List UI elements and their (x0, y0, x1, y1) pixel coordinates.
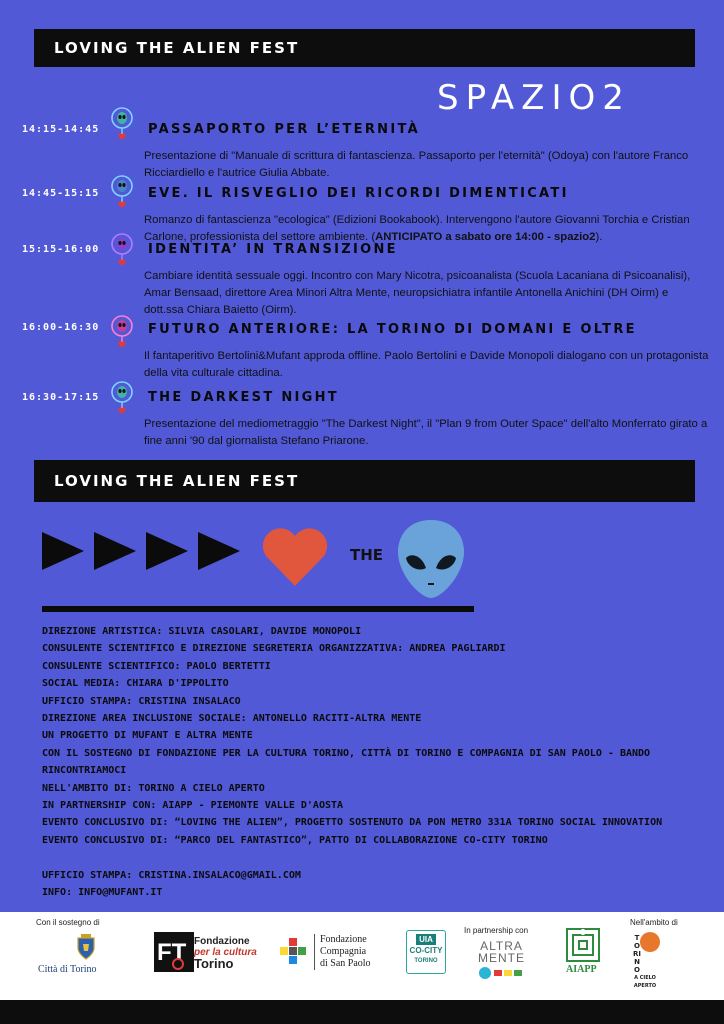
event-description: Il fantaperitivo Bertolini&Mufant approda offline. Paolo Bertolini e Davide Monopoli dialogano con un protagonista della vita culturale cittadina. (144, 350, 709, 379)
event-title: IDENTITA’ IN TRANSIZIONE (148, 242, 398, 257)
cp-line: Compagnia (320, 946, 367, 957)
event-time: 15:15-16:00 (22, 244, 100, 255)
am-line: MENTE (478, 951, 525, 965)
event-title: EVE. IL RISVEGLIO DEI RICORDI DIMENTICATI (148, 186, 569, 201)
fc-line: per la cultura (194, 947, 257, 958)
mid-banner (34, 460, 695, 502)
contact-line: UFFICIO STAMPA: CRISTINA.INSALACO@GMAIL.COM (42, 869, 301, 881)
spacer (42, 849, 712, 866)
compagnia-text (320, 934, 371, 970)
venue-title: SPAZIO2 (437, 78, 631, 118)
event-description: Cambiare identità sessuale oggi. Incontro con Mary Nicotra, psicoanalista (Scuola Lacaniana di Psicoanalisi), Amar Bensaad, direttore Area Minori Altra Mente, neuropsichiatra infantile Antonella Anichini (DH Oirm) e dott.ssa Chiara Baietto (Oirm). (144, 270, 691, 316)
fast-forward-arrows (42, 532, 240, 570)
fondazione-cultura-mark (154, 932, 194, 972)
tc-line: APERTO (633, 983, 657, 989)
ft-logo-icon (154, 932, 194, 972)
credit-line: EVENTO CONCLUSIVO DI: “PARCO DEL FANTASTICO”, PATTO DI COLLABORAZIONE CO-CITY TORINO (42, 834, 548, 846)
cocity-logo (406, 930, 446, 974)
event-title: THE DARKEST NIGHT (148, 390, 339, 405)
credit-line: CONSULENTE SCIENTIFICO E DIREZIONE SEGRETERIA ORGANIZZATIVA: ANDREA PAGLIARDI (42, 643, 506, 655)
event-description: Presentazione di "Manuale di scrittura di fantascienza. Passaporto per l'eternità" (Odoya) con l'autore Franco Ricciardiello e l'autrice Giulia Abbate. (144, 150, 689, 179)
top-banner (34, 29, 695, 67)
credits-block (42, 623, 712, 901)
arrow-icon (146, 532, 188, 570)
credit-line: UFFICIO STAMPA: CRISTINA INSALACO (42, 695, 241, 707)
alien-icon (110, 174, 134, 208)
logo-underline (42, 606, 474, 612)
fondazione-cultura-text (194, 936, 257, 969)
cp-line: di San Paolo (320, 958, 371, 969)
contact-line: INFO: INFO@MUFANT.IT (42, 887, 163, 899)
event-time: 16:00-16:30 (22, 322, 100, 333)
alien-icon (110, 106, 134, 140)
alien-icon (110, 232, 134, 266)
credit-line: EVENTO CONCLUSIVO DI: “LOVING THE ALIEN”, PROGETTO SOSTENUTO DA PON METRO 331A TORINO SOCIAL INNOVATION (42, 817, 663, 829)
arrow-icon (94, 532, 136, 570)
am-line: ALTRA (480, 939, 523, 953)
arrow-icon (198, 532, 240, 570)
divider (314, 934, 315, 970)
alien-icon (110, 380, 134, 414)
event-time: 14:45-15:15 (22, 188, 100, 199)
alien-icon (110, 314, 134, 348)
event-description-end: ). (595, 231, 603, 243)
cocity-line: TORINO (414, 958, 438, 964)
credit-line: UN PROGETTO DI MUFANT E ALTRA MENTE (42, 730, 253, 742)
event-time: 14:15-14:45 (22, 124, 100, 135)
cocity-line: UIA (416, 934, 436, 945)
fc-line: Fondazione (194, 936, 250, 947)
credit-line: SOCIAL MEDIA: CHIARA D'IPPOLITO (42, 678, 229, 690)
city-logo-text: Città di Torino (38, 964, 97, 975)
logo-the-word: THE (350, 546, 384, 564)
credit-line: RINCONTRIAMOCI (42, 765, 127, 777)
event-description-highlight: ANTICIPATO a sabato ore 14:00 - spazio2 (375, 231, 596, 243)
sponsor-footer (0, 912, 724, 1000)
support-label: Con il sostegno di (36, 918, 100, 927)
credit-line: DIREZIONE ARTISTICA: SILVIA CASOLARI, DAVIDE MONOPOLI (42, 626, 362, 637)
event-description (144, 212, 710, 246)
svg-text:FT: FT (157, 939, 187, 966)
credit-line: IN PARTNERSHIP CON: AIAPP - PIEMONTE VALLE D'AOSTA (42, 800, 344, 812)
cp-line: Fondazione (320, 934, 367, 945)
aiapp-maze-icon (566, 928, 600, 962)
arrow-icon (42, 532, 84, 570)
fc-line: Torino (194, 956, 234, 971)
heart-icon (260, 522, 330, 592)
cocity-line: CO-CITY (409, 946, 443, 955)
alien-head-icon (396, 518, 466, 600)
partnership-label: In partnership con (464, 926, 529, 935)
event-description-text: Romanzo di fantascienza "ecologica" (Edizioni Bookabook). Intervengono l'autore Giovanni Torchia e Cristian Carlone, professionista del settore ambiente. ( (144, 214, 690, 243)
credit-line: DIREZIONE AREA INCLUSIONE SOCIALE: ANTONELLO RACITI-ALTRA MENTE (42, 713, 422, 725)
torino-cielo-text (632, 934, 658, 990)
city-crest-icon (76, 934, 96, 960)
event-title: PASSAPORTO PER L’ETERNITÀ (148, 122, 420, 137)
compagnia-mark-icon (280, 938, 306, 964)
event-description: Presentazione del mediometraggio "The Darkest Night", il "Plan 9 from Outer Space" dell'alto Monferrato girato a fine anni '90 dal giornalista Stefano Priarone. (144, 418, 708, 447)
altramente-mark-icon (478, 966, 524, 980)
credit-line: CON IL SOSTEGNO DI FONDAZIONE PER LA CULTURA TORINO, CITTÀ DI TORINO E COMPAGNIA DI SAN PAOLO - BANDO (42, 747, 651, 759)
tc-line: A CIELO (634, 975, 656, 981)
footer-strip (0, 1000, 724, 1024)
aiapp-text: AIAPP (566, 964, 597, 975)
altramente-text (478, 940, 525, 964)
event-time: 16:30-17:15 (22, 392, 100, 403)
event-title: FUTURO ANTERIORE: LA TORINO DI DOMANI E OLTRE (148, 322, 637, 337)
credit-line: CONSULENTE SCIENTIFICO: PAOLO BERTETTI (42, 660, 271, 672)
ambito-label: Nell'ambito di (630, 918, 678, 927)
credit-line: NELL'AMBITO DI: TORINO A CIELO APERTO (42, 782, 265, 794)
tc-line: TORINO (633, 934, 641, 974)
mid-banner-title: LOVING THE ALIEN FEST (54, 472, 300, 490)
top-banner-title: LOVING THE ALIEN FEST (54, 39, 300, 57)
